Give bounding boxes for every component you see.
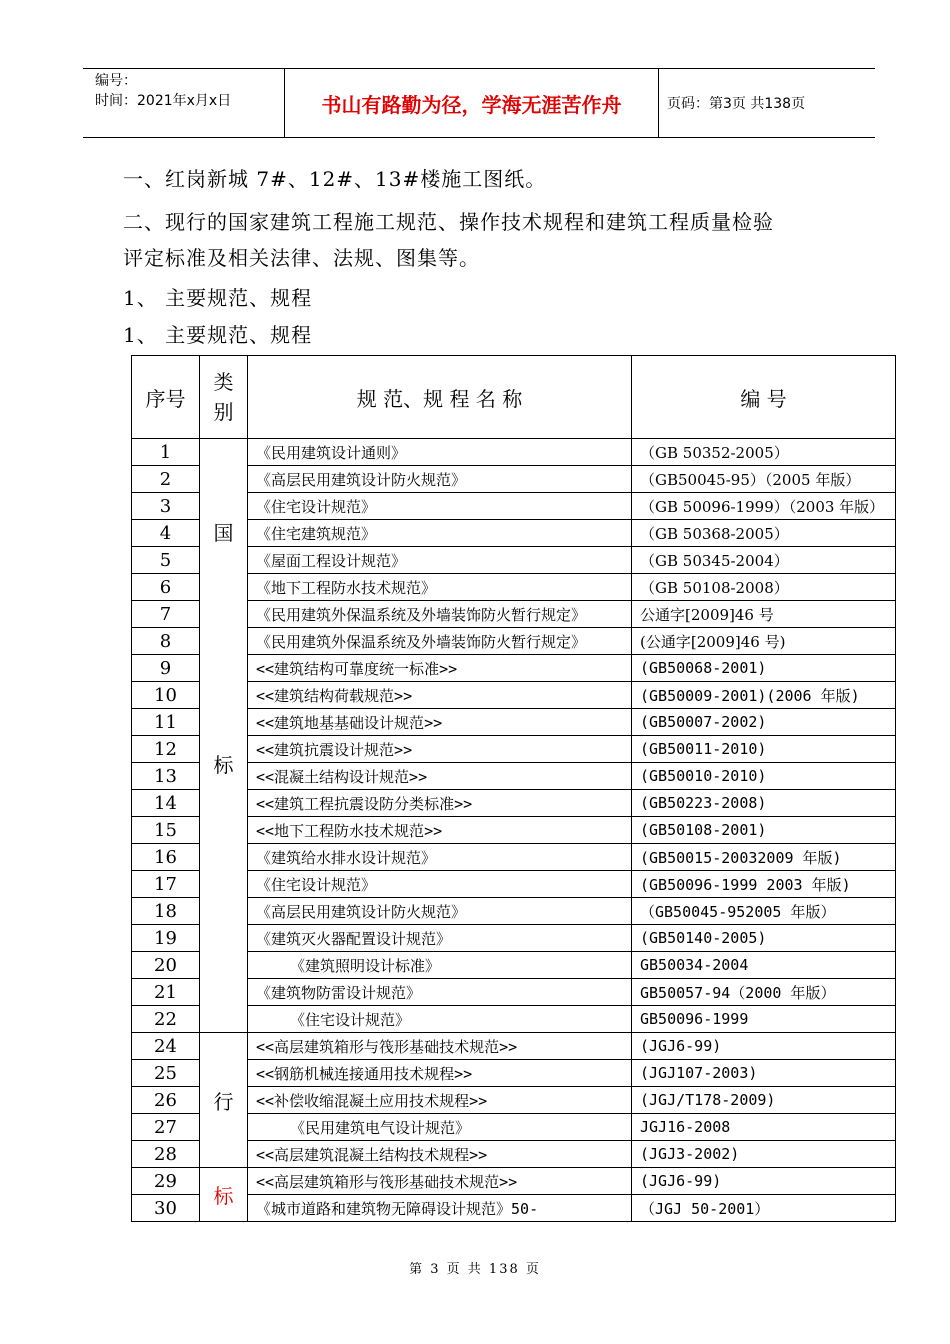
header-name: 规 范、规 程 名 称 bbox=[248, 356, 632, 439]
header-category: 类 别 bbox=[200, 356, 248, 439]
row-number: 14 bbox=[132, 790, 200, 817]
row-number: 16 bbox=[132, 844, 200, 871]
spec-code: (GB50108-2001) bbox=[632, 817, 896, 844]
spec-table bbox=[131, 355, 896, 1222]
row-number: 21 bbox=[132, 979, 200, 1006]
spec-code: (GB50096-1999 2003 年版) bbox=[632, 871, 896, 898]
spec-code: (JGJ6-99) bbox=[632, 1168, 896, 1195]
spec-name: 《住宅建筑规范》 bbox=[248, 520, 632, 547]
spec-code: （GB 50368-2005） bbox=[632, 520, 896, 547]
spec-name: 《住宅设计规范》 bbox=[248, 1006, 632, 1033]
spec-name: <<混凝土结构设计规范>> bbox=[248, 763, 632, 790]
header-no: 序号 bbox=[132, 356, 200, 439]
spec-code: （GB 50352-2005） bbox=[632, 439, 896, 466]
table-row bbox=[132, 1168, 896, 1195]
spec-name: <<高层建筑混凝土结构技术规程>> bbox=[248, 1141, 632, 1168]
spec-name: 《民用建筑设计通则》 bbox=[248, 439, 632, 466]
category-cell: 标 bbox=[200, 1168, 248, 1222]
motto: 书山有路勤为径，学海无涯苦作舟 bbox=[285, 69, 659, 137]
row-number: 10 bbox=[132, 682, 200, 709]
spec-code: GB50034-2004 bbox=[632, 952, 896, 979]
spec-code: (GB50068-2001) bbox=[632, 655, 896, 682]
row-number: 4 bbox=[132, 520, 200, 547]
spec-name: 《民用建筑电气设计规范》 bbox=[248, 1114, 632, 1141]
spec-code: （GB 50096-1999）（2003 年版） bbox=[632, 493, 896, 520]
paragraph-1: 一、红岗新城 7#、12#、13#楼施工图纸。 bbox=[123, 167, 547, 191]
spec-name: <<建筑工程抗震设防分类标准>> bbox=[248, 790, 632, 817]
subheading-2: 1、 主要规范、规程 bbox=[123, 323, 313, 347]
spec-name: <<建筑抗震设计规范>> bbox=[248, 736, 632, 763]
spec-name: <<地下工程防水技术规范>> bbox=[248, 817, 632, 844]
spec-code: (GB50007-2002) bbox=[632, 709, 896, 736]
spec-name: 《建筑给水排水设计规范》 bbox=[248, 844, 632, 871]
row-number: 27 bbox=[132, 1114, 200, 1141]
page-footer: 第 3 页 共 138 页 bbox=[409, 1262, 541, 1277]
row-number: 25 bbox=[132, 1060, 200, 1087]
row-number: 2 bbox=[132, 466, 200, 493]
spec-code: (JGJ3-2002) bbox=[632, 1141, 896, 1168]
row-number: 20 bbox=[132, 952, 200, 979]
row-number: 13 bbox=[132, 763, 200, 790]
spec-name: 《地下工程防水技术规范》 bbox=[248, 574, 632, 601]
spec-code: (GB50011-2010) bbox=[632, 736, 896, 763]
spec-name: <<建筑地基基础设计规范>> bbox=[248, 709, 632, 736]
spec-code: (GB50010-2010) bbox=[632, 763, 896, 790]
row-number: 15 bbox=[132, 817, 200, 844]
number-label: 编号： bbox=[95, 73, 137, 89]
spec-code: （JGJ 50-2001） bbox=[632, 1195, 896, 1222]
row-number: 28 bbox=[132, 1141, 200, 1168]
spec-code: (JGJ6-99) bbox=[632, 1033, 896, 1060]
row-number: 17 bbox=[132, 871, 200, 898]
category-label: 标 bbox=[213, 753, 234, 777]
category-label: 国 bbox=[213, 521, 234, 545]
subheading-1: 1、 主要规范、规程 bbox=[123, 286, 313, 310]
row-number: 19 bbox=[132, 925, 200, 952]
spec-code: (JGJ107-2003) bbox=[632, 1060, 896, 1087]
spec-name: 《住宅设计规范》 bbox=[248, 493, 632, 520]
spec-code: (GB50223-2008) bbox=[632, 790, 896, 817]
table-header-row bbox=[132, 356, 896, 439]
spec-name: 《建筑照明设计标准》 bbox=[248, 952, 632, 979]
row-number: 6 bbox=[132, 574, 200, 601]
row-number: 5 bbox=[132, 547, 200, 574]
spec-code: （GB50045-952005 年版） bbox=[632, 898, 896, 925]
spec-name: <<高层建筑箱形与筏形基础技术规范>> bbox=[248, 1033, 632, 1060]
spec-name: 《建筑灭火器配置设计规范》 bbox=[248, 925, 632, 952]
row-number: 7 bbox=[132, 601, 200, 628]
spec-code: GB50096-1999 bbox=[632, 1006, 896, 1033]
spec-name: <<建筑结构荷载规范>> bbox=[248, 682, 632, 709]
spec-name: 《屋面工程设计规范》 bbox=[248, 547, 632, 574]
spec-name: 《高层民用建筑设计防火规范》 bbox=[248, 466, 632, 493]
spec-name: 《建筑物防雷设计规范》 bbox=[248, 979, 632, 1006]
row-number: 24 bbox=[132, 1033, 200, 1060]
header-meta bbox=[83, 69, 285, 137]
spec-code: (JGJ/T178-2009) bbox=[632, 1087, 896, 1114]
row-number: 11 bbox=[132, 709, 200, 736]
spec-name: 《城市道路和建筑物无障碍设计规范》50- bbox=[248, 1195, 632, 1222]
spec-code: （GB50045-95）（2005 年版） bbox=[632, 466, 896, 493]
paragraph-2: 二、现行的国家建筑工程施工规范、操作技术规程和建筑工程质量检验 bbox=[123, 210, 774, 234]
spec-code: JGJ16-2008 bbox=[632, 1114, 896, 1141]
spec-name: <<补偿收缩混凝土应用技术规程>> bbox=[248, 1087, 632, 1114]
row-number: 9 bbox=[132, 655, 200, 682]
row-number: 3 bbox=[132, 493, 200, 520]
spec-code: GB50057-94（2000 年版） bbox=[632, 979, 896, 1006]
row-number: 29 bbox=[132, 1168, 200, 1195]
spec-name: 《民用建筑外保温系统及外墙装饰防火暂行规定》 bbox=[248, 628, 632, 655]
spec-name: <<建筑结构可靠度统一标准>> bbox=[248, 655, 632, 682]
spec-name: 《高层民用建筑设计防火规范》 bbox=[248, 898, 632, 925]
paragraph-3: 评定标准及相关法律、法规、图集等。 bbox=[123, 246, 480, 270]
row-number: 12 bbox=[132, 736, 200, 763]
table-row bbox=[132, 1033, 896, 1060]
header-code: 编 号 bbox=[632, 356, 896, 439]
row-number: 1 bbox=[132, 439, 200, 466]
row-number: 26 bbox=[132, 1087, 200, 1114]
table-row bbox=[132, 439, 896, 466]
spec-code: (GB50140-2005) bbox=[632, 925, 896, 952]
row-number: 8 bbox=[132, 628, 200, 655]
spec-code: （GB 50345-2004） bbox=[632, 547, 896, 574]
row-number: 22 bbox=[132, 1006, 200, 1033]
spec-name: <<高层建筑箱形与筏形基础技术规范>> bbox=[248, 1168, 632, 1195]
spec-code: （GB 50108-2008） bbox=[632, 574, 896, 601]
spec-name: 《住宅设计规范》 bbox=[248, 871, 632, 898]
spec-name: 《民用建筑外保温系统及外墙装饰防火暂行规定》 bbox=[248, 601, 632, 628]
category-cell bbox=[200, 439, 248, 1033]
spec-code: (GB50009-2001)(2006 年版) bbox=[632, 682, 896, 709]
row-number: 18 bbox=[132, 898, 200, 925]
spec-code: 公通字[2009]46 号 bbox=[632, 601, 896, 628]
spec-code: (公通字[2009]46 号) bbox=[632, 628, 896, 655]
page-info: 页码：第3页 共138页 bbox=[667, 96, 806, 112]
spec-code: (GB50015-20032009 年版) bbox=[632, 844, 896, 871]
time-label: 时间：2021年x月x日 bbox=[95, 93, 232, 109]
page-header bbox=[83, 68, 875, 138]
spec-name: <<钢筋机械连接通用技术规程>> bbox=[248, 1060, 632, 1087]
category-cell: 行 bbox=[200, 1033, 248, 1168]
row-number: 30 bbox=[132, 1195, 200, 1222]
